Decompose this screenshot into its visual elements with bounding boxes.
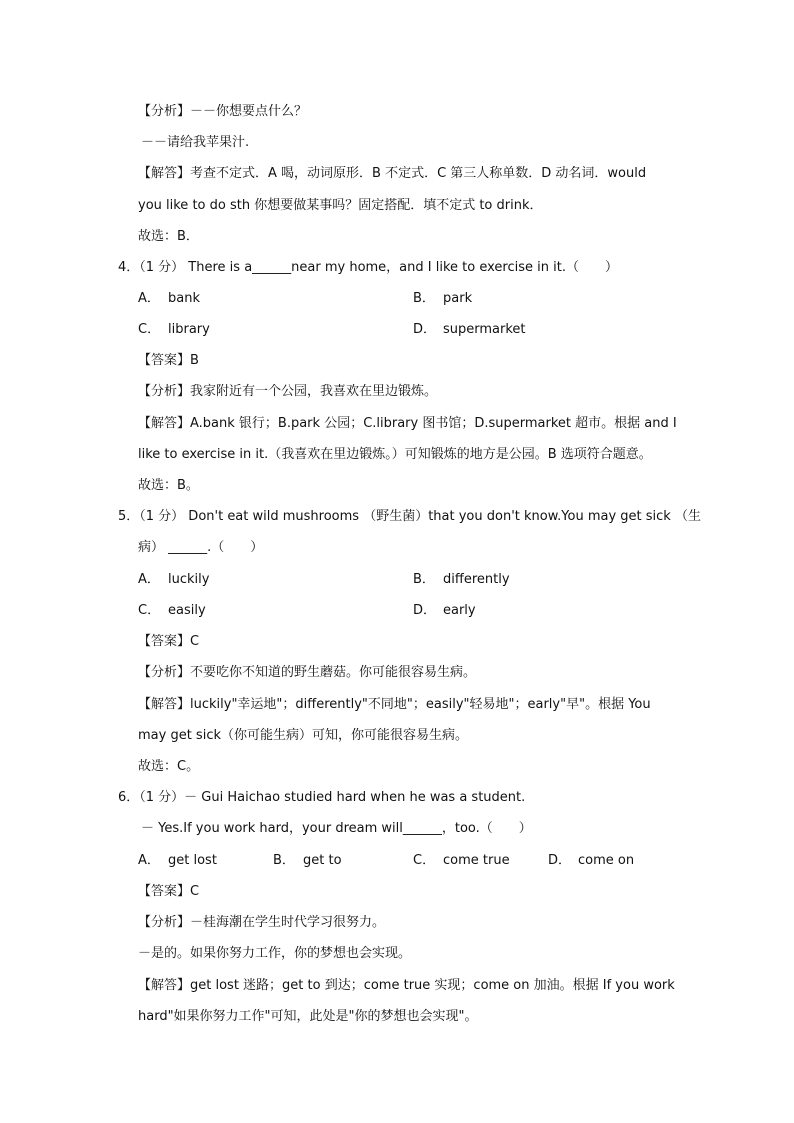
q3-analysis-line2: －－请给我苹果汁. (141, 135, 250, 150)
q3-solution-line2: you like to do sth 你想要做某事吗？固定搭配．填不定式 to drink． (138, 198, 543, 213)
q3-analysis-line1: 【分析】－－你想要点什么？ (138, 104, 308, 119)
q5-analysis: 【分析】不要吃你不知道的野生蘑菇。你可能很容易生病。 (138, 665, 477, 680)
q5-option-a: A． luckily (138, 572, 210, 587)
q4-option-a: A． bank (138, 291, 200, 306)
q5-stem-line1: 5．（1 分） Don't eat wild mushrooms （野生菌）that you don't know.You may get sick （生 (118, 509, 701, 524)
q5-solution-line2: may get sick（你可能生病）可知，你可能很容易生病。 (138, 728, 468, 743)
q4-solution-line1: 【解答】A.bank 银行；B.park 公园；C.library 图书馆；D.supermarket 超市。根据 and I (138, 416, 677, 431)
q6-stem-line2: － Yes.If you work hard，your dream will______，too.（ ） (141, 821, 532, 836)
q6-option-c: C． come true (413, 853, 510, 868)
q6-option-d: D． come on (548, 853, 635, 868)
q6-analysis-line2: －是的。如果你努力工作，你的梦想也会实现。 (138, 946, 412, 961)
q6-analysis-line1: 【分析】－桂海潮在学生时代学习很努力。 (138, 915, 386, 930)
q4-answer: 【答案】B (138, 353, 199, 368)
q6-stem-line1: 6．（1 分）－ Gui Haichao studied hard when he was a student. (118, 790, 526, 805)
q5-option-d: D． early (413, 603, 476, 618)
q5-stem-line2: 病） ______.（ ） (138, 540, 264, 555)
q4-analysis: 【分析】我家附近有一个公园，我喜欢在里边锻炼。 (138, 384, 438, 399)
q4-choice: 故选：B。 (138, 478, 199, 493)
q6-solution-line1: 【解答】get lost 迷路；get to 到达；come true 实现；come on 加油。根据 If you work (138, 978, 675, 993)
q3-solution-line1: 【解答】考查不定式．A 喝，动词原形．B 不定式．C 第三人称单数．D 动名词．would (138, 166, 647, 181)
q5-solution-line1: 【解答】luckily"幸运地"；differently"不同地"；easily"轻易地"；early"早"。根据 You (138, 697, 651, 712)
q3-choice: 故选：B． (138, 229, 199, 244)
q5-answer: 【答案】C (138, 634, 200, 649)
q6-solution-line2: hard"如果你努力工作"可知，此处是"你的梦想也会实现"。 (138, 1009, 478, 1024)
q6-option-a: A． get lost (138, 853, 217, 868)
q4-option-c: C． library (138, 322, 210, 337)
q5-option-c: C． easily (138, 603, 206, 618)
q6-option-b: B． get to (273, 853, 342, 868)
q4-solution-line2: like to exercise in it.（我喜欢在里边锻炼。）可知锻炼的地方是公园。B 选项符合题意。 (138, 447, 652, 462)
q4-stem: 4．（1 分） There is a______near my home，and I like to exercise in it.（ ） (118, 260, 618, 275)
q5-option-b: B． differently (413, 572, 510, 587)
q6-answer: 【答案】C (138, 884, 200, 899)
q4-option-d: D． supermarket (413, 322, 526, 337)
q5-choice: 故选：C。 (138, 759, 200, 774)
q4-option-b: B． park (413, 291, 473, 306)
